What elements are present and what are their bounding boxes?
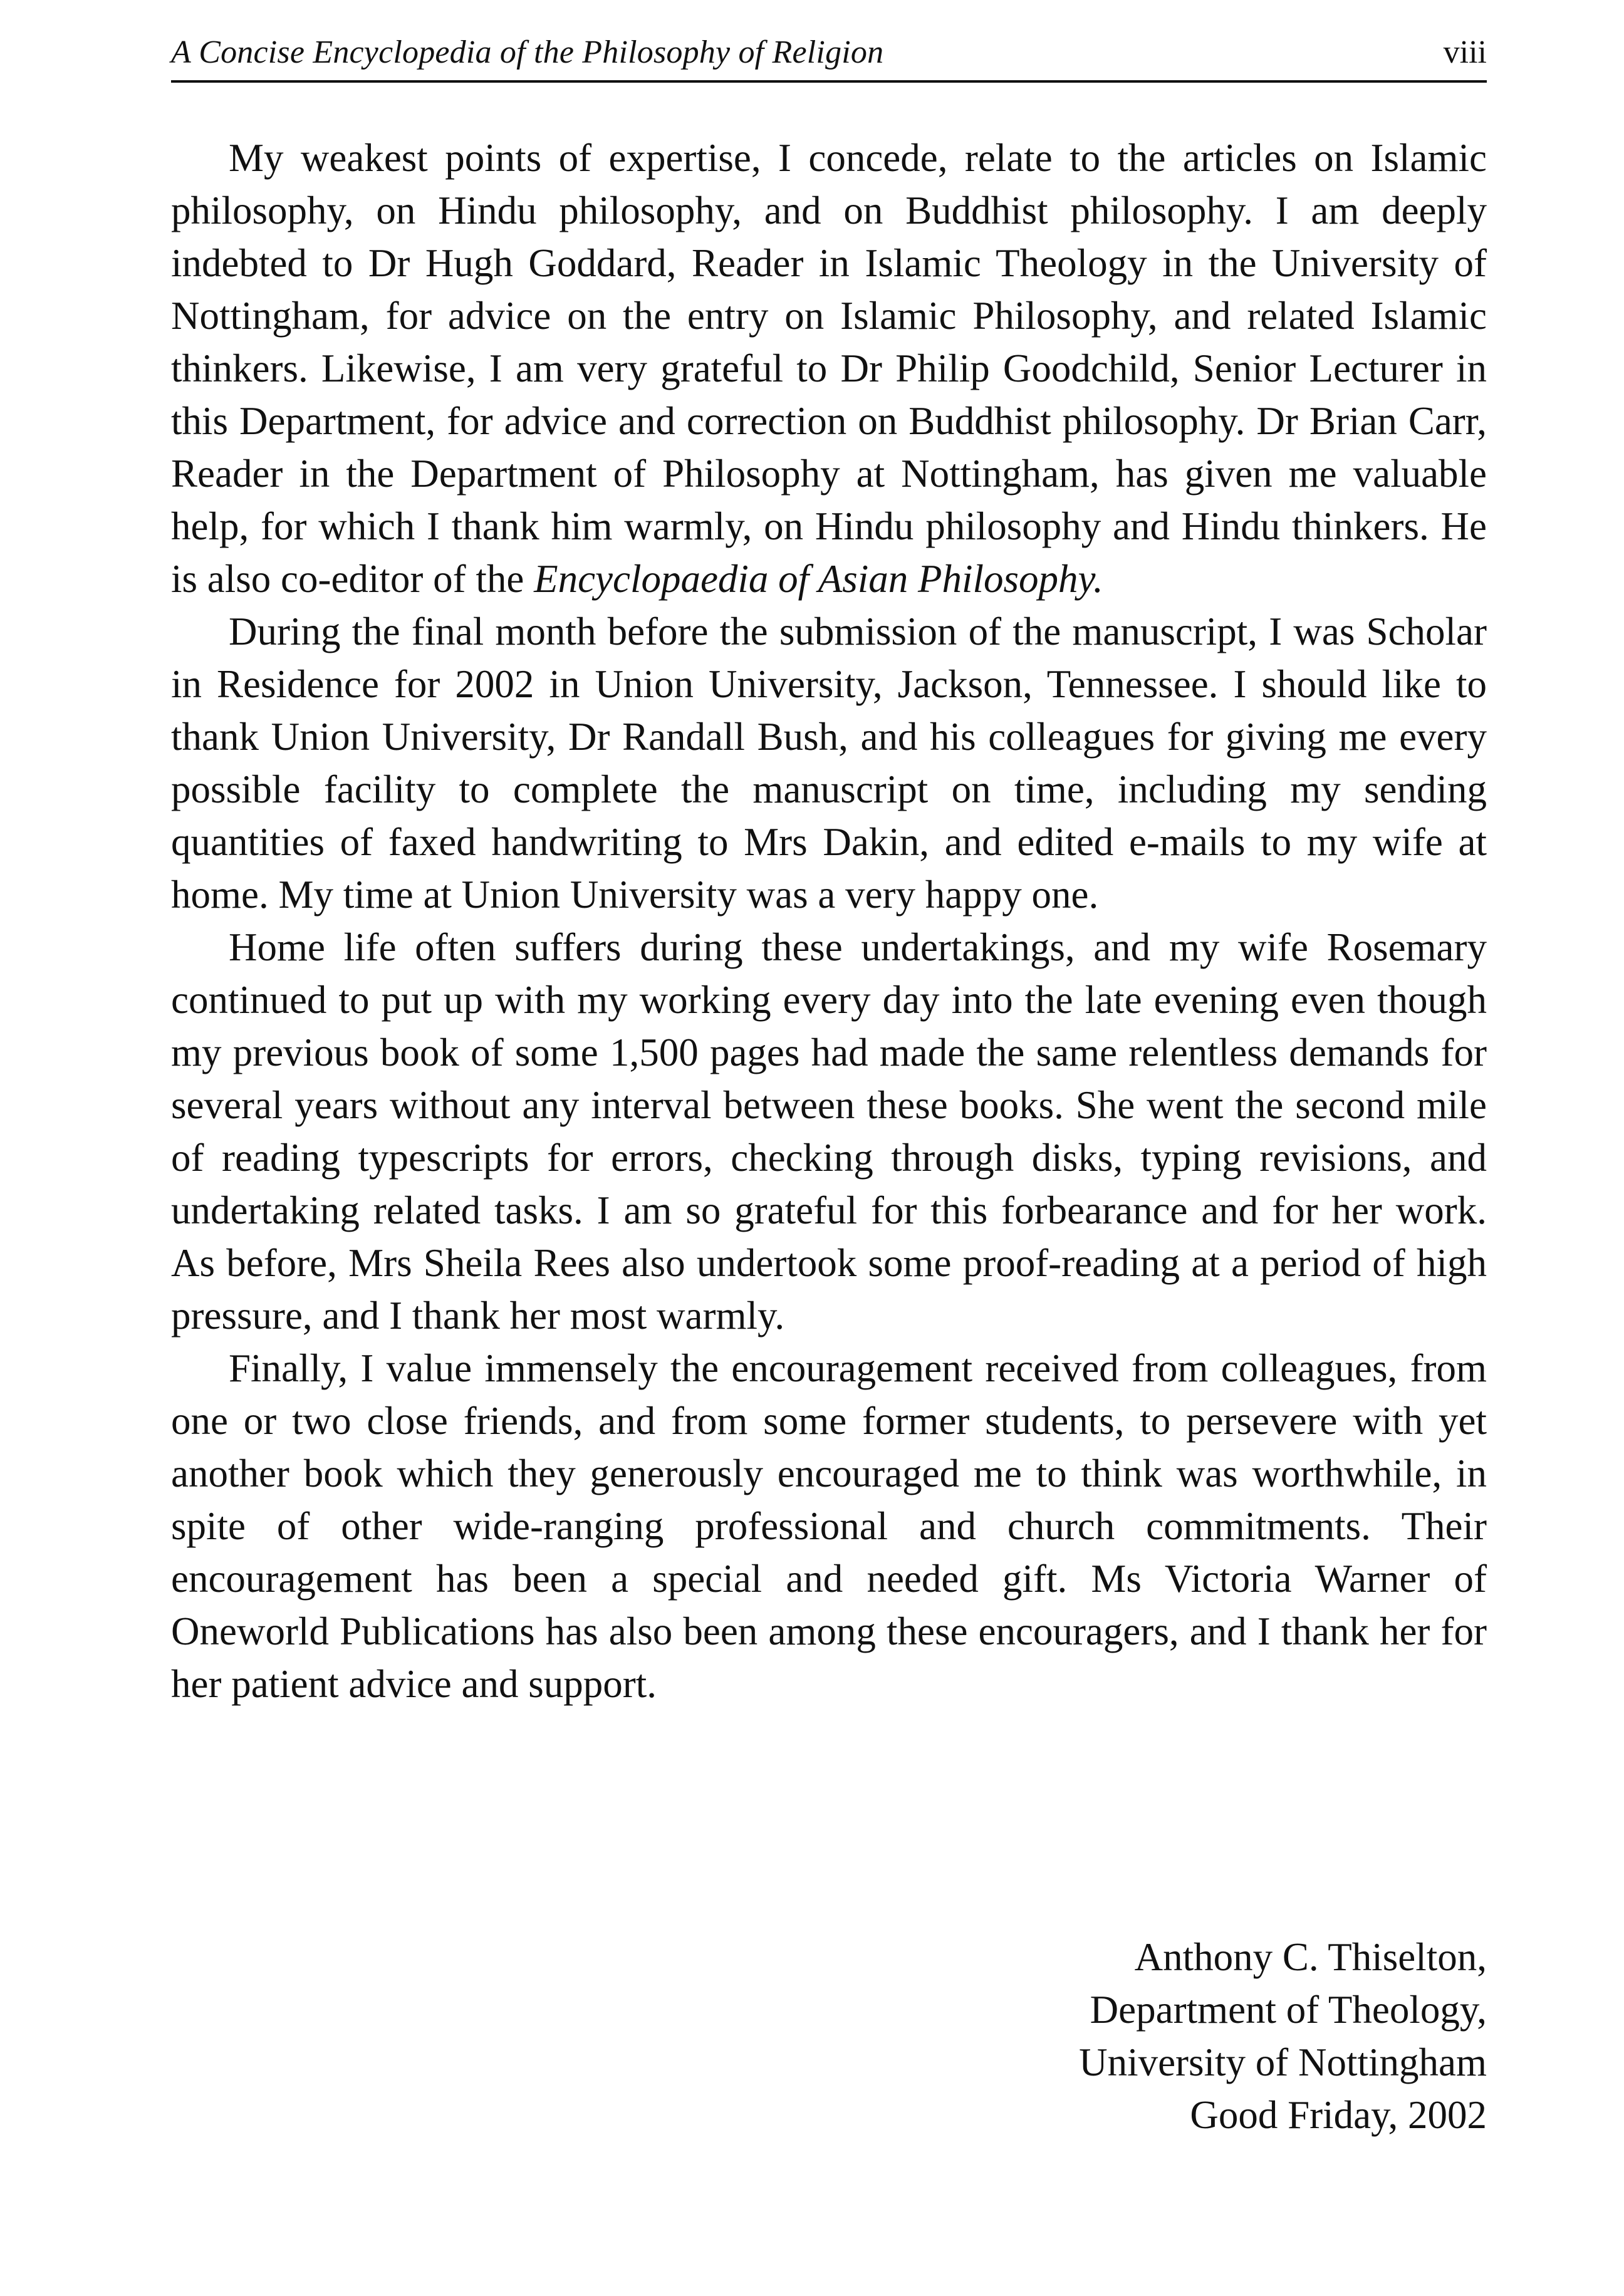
header-rule [171,80,1487,83]
page-number: viii [1443,34,1487,70]
paragraph-expertise [171,132,1487,605]
preface-body [171,132,1487,1710]
paragraph-text: My weakest points of expertise, I concede, relate to the articles on Islamic philosophy, on Hindu philosophy, and on Buddhist philosophy. I am deeply indebted to Dr Hugh Goddard, Reader in Islamic Theology in the University of Nottingham, for advice on the entry on Islamic Philosophy, and related Islamic thinkers. Likewise, I am very grateful to Dr Philip Goodchild, Senior Lecturer in this Department, for advice and correction on Buddhist philosophy. Dr Brian Carr, Reader in the Department of Philosophy at Nottingham, has given me valuable help, for which I thank him warmly, on Hindu philosophy and Hindu thinkers. He is also co-editor of the [171,136,1487,601]
paragraph-home-life: Home life often suffers during these undertakings, and my wife Rosemary continued to put up with my working every day into the late evening even though my previous book of some 1,500 pages had made the same relentless demands for several years without any interval between these books. She went the second mile of reading typescripts for errors, checking through disks, typing revisions, and undertaking related tasks. I am so grateful for this forbearance and for her work. As before, Mrs Sheila Rees also undertook some proof-reading at a period of high pressure, and I thank her most warmly. [171,925,1487,1338]
author-name: Anthony C. Thiselton, [1134,1935,1487,1979]
paragraph-union-university: During the final month before the submission of the manuscript, I was Scholar in Residence for 2002 in Union University, Jackson, Tennessee. I should like to thank Union University, Dr Randall Bush, and his colleagues for giving me every possible facility to complete the manuscript on time, including my sending quantities of faxed handwriting to Mrs Dakin, and edited e-mails to my wife at home. My time at Union University was a very happy one. [171,610,1487,917]
author-department: Department of Theology, [1090,1988,1487,2032]
signature-block [1079,1931,1487,2141]
author-institution: University of Nottingham [1079,2040,1487,2084]
italic-book-title: Encyclopaedia of Asian Philosophy. [534,557,1103,601]
paragraph-encouragement: Finally, I value immensely the encouragement received from colleagues, from one or two close friends, and from some former students, to persevere with yet another book which they generously encouraged me to think was worthwhile, in spite of other wide-ranging professional and church commitments. Their encouragement has been a special and needed gift. Ms Victoria Warner of Oneworld Publications has also been among these encouragers, and I thank her for her patient advice and support. [171,1346,1487,1706]
running-head [171,33,1487,73]
signature-date: Good Friday, 2002 [1190,2093,1487,2137]
book-title: A Concise Encyclopedia of the Philosophy of Religion [171,34,884,70]
